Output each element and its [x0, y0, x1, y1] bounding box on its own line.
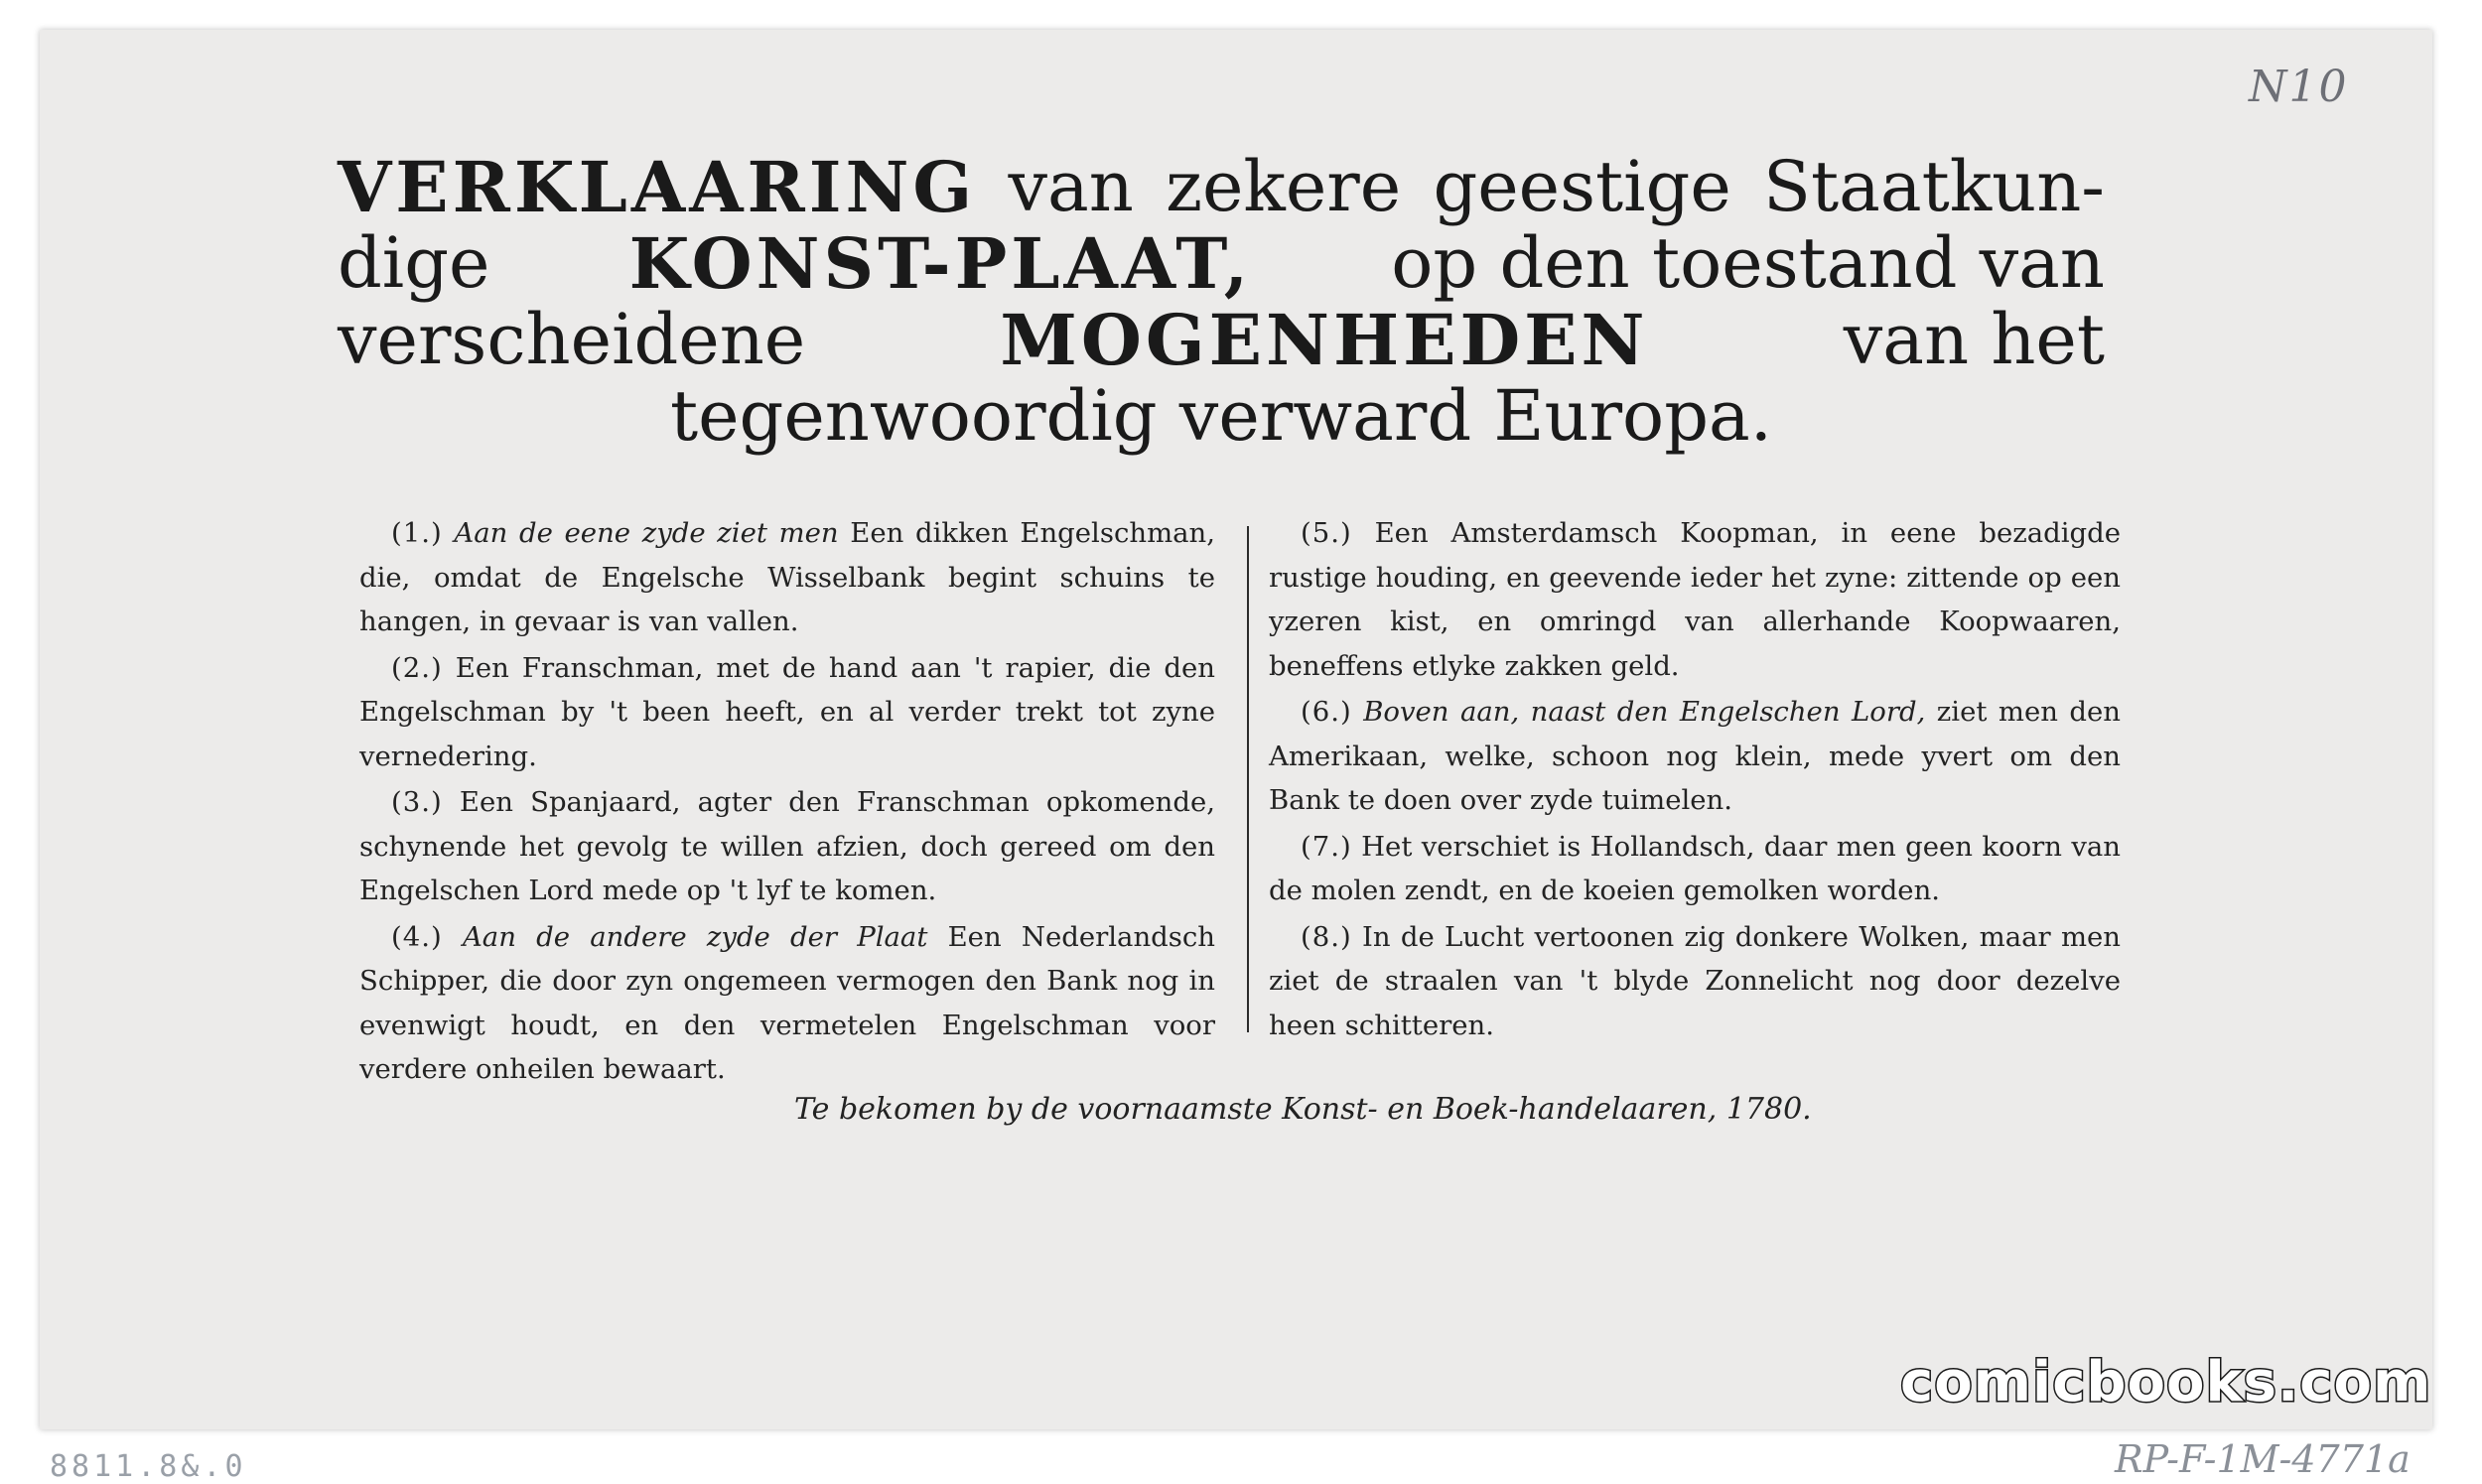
title-word: VERKLAARING	[338, 146, 977, 228]
title-word: van	[1008, 146, 1134, 227]
right-column	[1269, 511, 2121, 1049]
document-title	[338, 146, 2105, 457]
paragraph-8: (8.) In de Lucht vertoonen zig donkere Wolken, maar men ziet de straalen van 't blyde Zonnelicht nog door dezelve heen schitteren.	[1269, 920, 2122, 1041]
paragraph-5: (5.) Een Amsterdamsch Koopman, in eene bezadigde rustige houding, en geevende ieder het zyne: zittende op een yzeren kist, en omringd van allerhande Koopwaaren, beneffens etlyke zakken geld.	[1269, 517, 2121, 682]
title-word: verscheidene	[338, 299, 806, 380]
title-line-4	[338, 375, 2105, 457]
paragraph-3: (3.) Een Spanjaard, agter den Franschman opkomende, schynende het gevolg te willen afzien, doch gereed om den Engelschen Lord mede op 't lyf te komen.	[359, 786, 1215, 906]
title-word: zekere	[1166, 146, 1402, 227]
title-word: op den toestand van	[1391, 222, 2105, 304]
paragraph-7: (7.) Het verschiet is Hollandsch, daar men geen koorn van de molen zendt, en de koeien gemolken worden.	[1269, 830, 2121, 906]
paragraph-4: (4.) Aan de andere zyde der Plaat Een Nederlandsch Schipper, die door zyn ongemeen vermogen den Bank nog in evenwigt houdt, en den vermetelen Engelschman voor verdere onheilen bewaart.	[359, 920, 1215, 1085]
archive-annotation-right: RP-F-1M-4771a	[2115, 1437, 2411, 1481]
title-word: Staatkun-	[1763, 146, 2105, 227]
column-divider	[1247, 526, 1249, 1032]
title-word: MOGENHEDEN	[1000, 299, 1649, 381]
title-word: van het	[1843, 299, 2105, 380]
archive-annotation-left: 8811.8&.0	[50, 1449, 247, 1484]
paragraph-1: (1.) Aan de eene zyde ziet men Een dikken Engelschman, die, omdat de Engelsche Wisselbank begint schuins te hangen, in gevaar is van vallen.	[359, 517, 1215, 637]
title-line-3	[338, 299, 2105, 381]
left-column	[359, 511, 1215, 1094]
title-word: dige	[338, 222, 490, 304]
watermark: comicbooks.com	[1900, 1350, 2432, 1415]
title-word: KONST-PLAAT,	[628, 222, 1253, 305]
paragraph-2: (2.) Een Franschman, met de hand aan 't rapier, die den Engelschman by 't been heeft, en al verder trekt tot zyne vernedering.	[359, 651, 1215, 772]
handwritten-number: N10	[2249, 62, 2349, 112]
title-line-2	[338, 222, 2105, 305]
imprint-line: Te bekomen by de voornaamste Konst- en Boek-handelaaren, 1780.	[794, 1092, 1812, 1127]
title-line-1	[338, 146, 2105, 228]
title-word: geestige	[1433, 146, 1731, 227]
title-word: tegenwoordig verward Europa.	[670, 375, 1772, 457]
paragraph-6: (6.) Boven aan, naast den Engelschen Lord, ziet men den Amerikaan, welke, schoon nog klein, mede yvert om den Bank te doen over zyde tuimelen.	[1269, 696, 2121, 816]
